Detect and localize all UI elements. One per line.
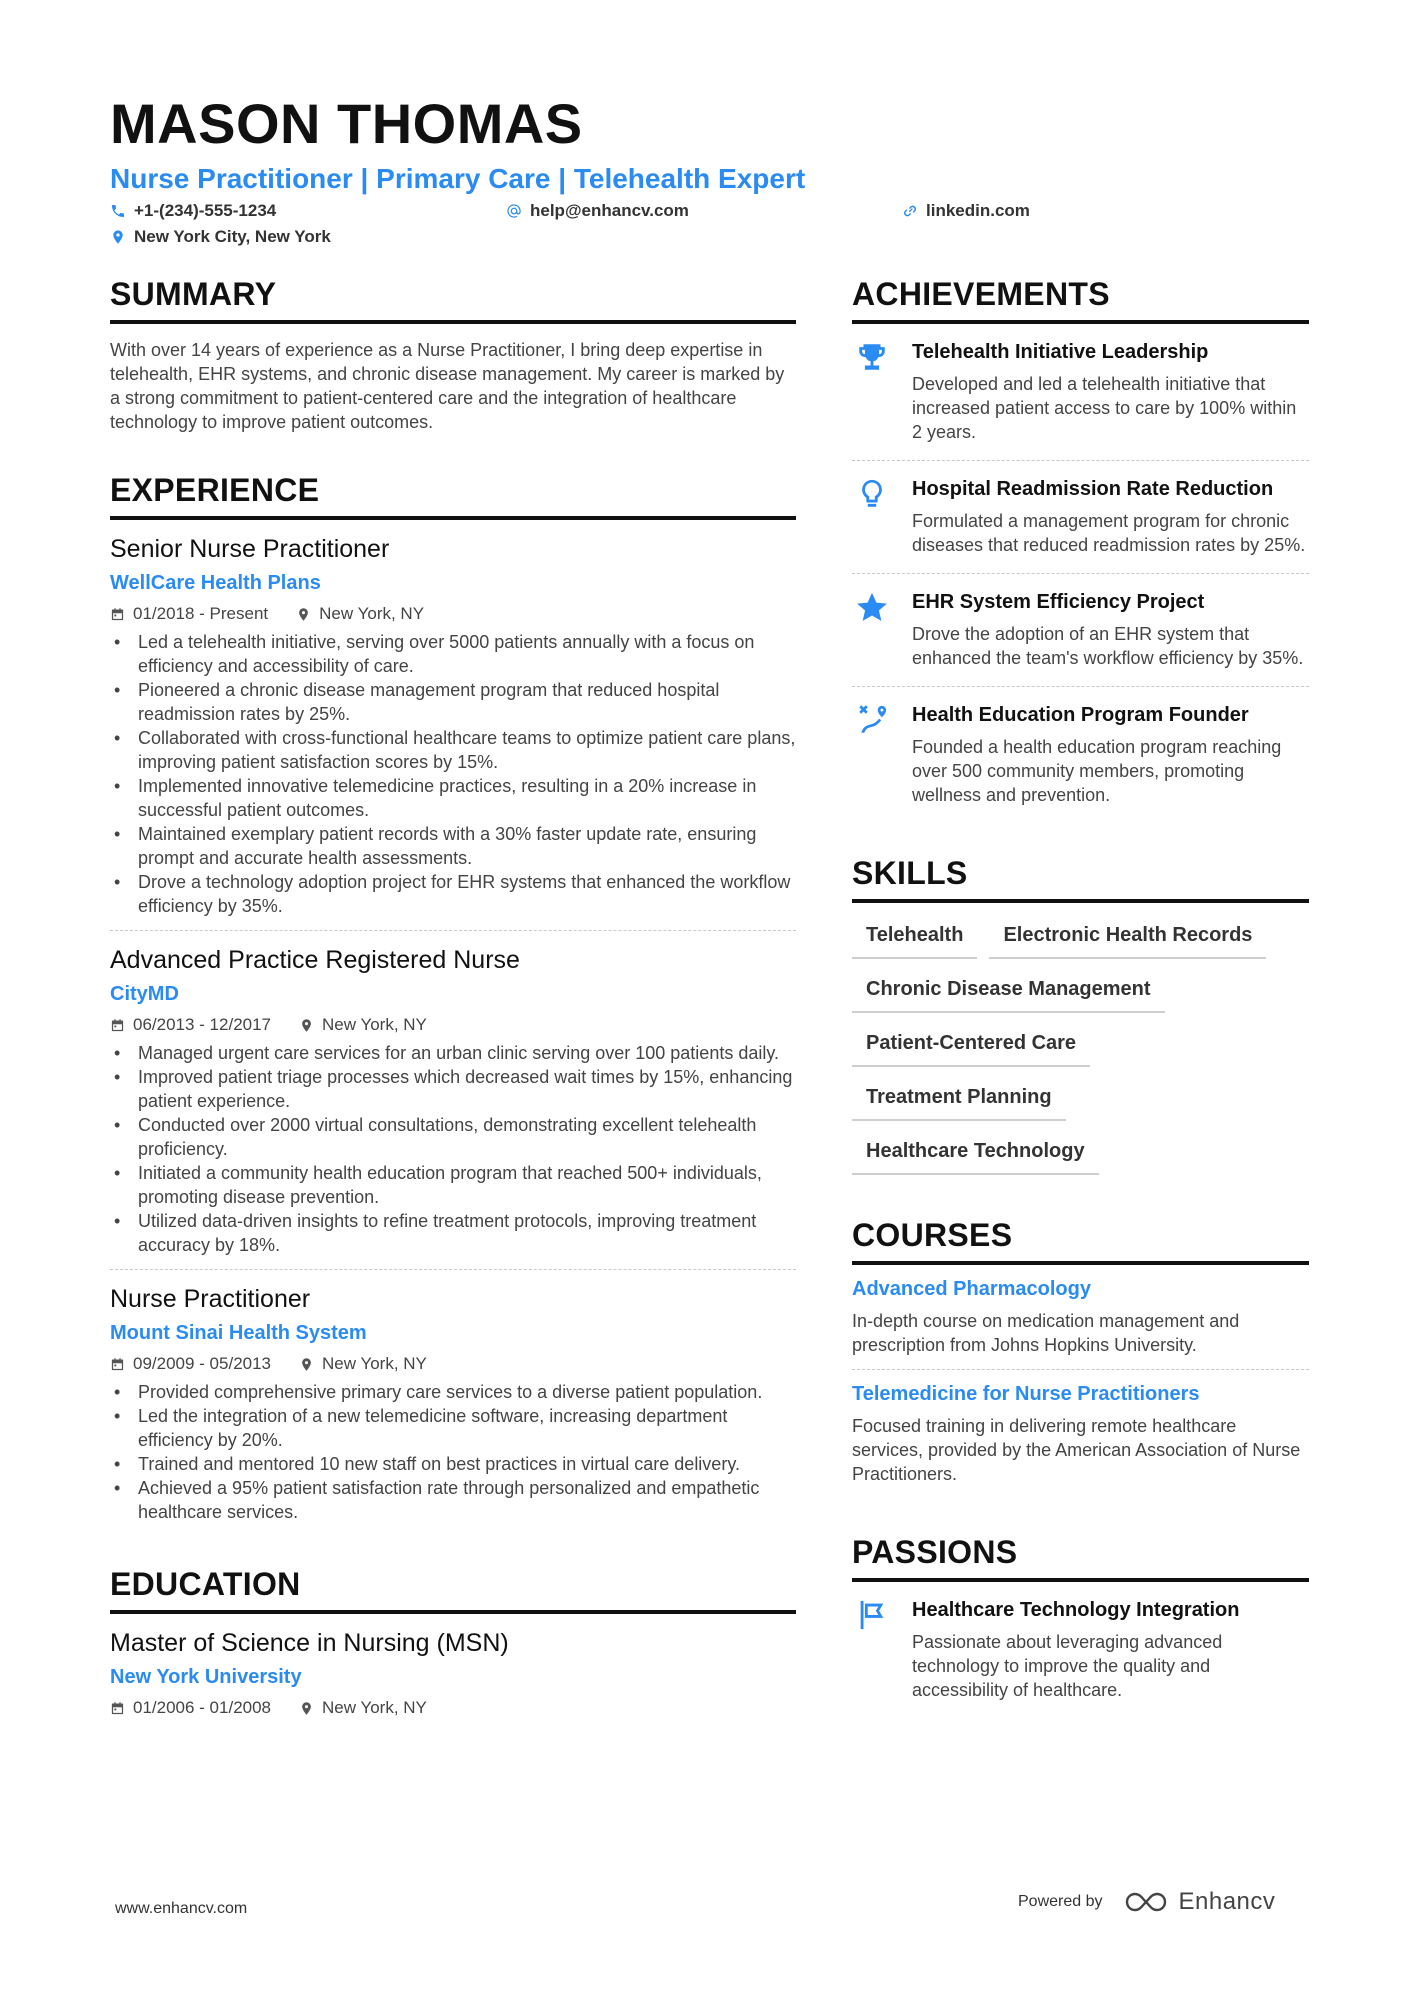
calendar-icon xyxy=(110,1357,125,1372)
skills-heading: SKILLS xyxy=(852,857,1309,903)
passion-desc: Passionate about leveraging advanced technology to improve the quality and accessibility of healthcare. xyxy=(912,1632,1223,1700)
job-entry xyxy=(110,930,796,1269)
achievement-desc: Developed and led a telehealth initiative that increased patient access to care by 100% within 2 years. xyxy=(912,374,1297,442)
footer-branding xyxy=(1018,1888,1275,1916)
education-section xyxy=(110,1568,796,1730)
bullet-item: • Implemented innovative telemedicine practices, resulting in a 20% increase in successful patient outcomes. xyxy=(110,774,796,822)
bullet-item: • Provided comprehensive primary care services to a diverse patient population. xyxy=(110,1380,796,1404)
achievement-item xyxy=(852,324,1309,461)
location-pin-icon xyxy=(110,229,126,245)
contact-email[interactable] xyxy=(506,202,689,219)
job-dates xyxy=(110,604,268,624)
brand-logo[interactable] xyxy=(1123,1888,1276,1916)
experience-heading: EXPERIENCE xyxy=(110,474,796,520)
location-pin-icon xyxy=(296,607,311,622)
school-name: New York University xyxy=(110,1666,302,1688)
achievement-body xyxy=(912,703,1309,807)
location-text: New York City, New York xyxy=(134,227,331,246)
powered-by-label: Powered by xyxy=(1018,1893,1103,1910)
bullet-item: • Managed urgent care services for an urban clinic serving over 100 patients daily. xyxy=(110,1041,796,1065)
skill-tag: Patient-Centered Care xyxy=(852,1025,1090,1067)
job-bullets xyxy=(110,1041,796,1257)
achievement-desc: Drove the adoption of an EHR system that enhanced the team's workflow efficiency by 35%. xyxy=(912,624,1304,668)
link-icon xyxy=(902,203,918,219)
left-column xyxy=(110,278,796,1730)
achievement-title: Health Education Program Founder xyxy=(912,704,1249,726)
job-dates-text: 06/2013 - 12/2017 xyxy=(133,1015,272,1034)
job-dates-text: 01/2018 - Present xyxy=(133,604,269,623)
summary-text: With over 14 years of experience as a Nurse Practitioner, I bring deep expertise in telehealth, EHR systems, and chronic disease management. My career is marked by a strong commitment to patient-centered care and the integration of healthcare technology to improve patient outcomes. xyxy=(110,340,785,432)
passions-heading: PASSIONS xyxy=(852,1536,1309,1582)
skill-tag: Telehealth xyxy=(852,917,977,959)
calendar-icon xyxy=(110,607,125,622)
job-entry xyxy=(110,1269,796,1536)
job-location xyxy=(299,1354,427,1374)
summary-heading: SUMMARY xyxy=(110,278,796,324)
footer-website[interactable]: www.enhancv.com xyxy=(115,1900,248,1917)
job-dates xyxy=(110,1354,271,1374)
contact-linkedin[interactable] xyxy=(902,202,1030,219)
bullet-item: • Drove a technology adoption project for EHR systems that enhanced the workflow efficiency by 35%. xyxy=(110,870,796,918)
skill-tag: Electronic Health Records xyxy=(989,917,1266,959)
passion-item xyxy=(852,1582,1309,1718)
education-entry xyxy=(110,1628,796,1730)
education-location-text: New York, NY xyxy=(322,1698,427,1717)
course-desc: In-depth course on medication management and prescription from Johns Hopkins University. xyxy=(852,1311,1240,1355)
achievement-item xyxy=(852,574,1309,687)
experience-section xyxy=(110,474,796,1536)
job-location xyxy=(296,604,424,624)
job-location xyxy=(299,1015,427,1035)
calendar-icon xyxy=(110,1018,125,1033)
bullet-item: • Collaborated with cross-functional healthcare teams to optimize patient care plans, improving patient satisfaction scores by 15%. xyxy=(110,726,796,774)
phone-text: +1-(234)-555-1234 xyxy=(134,201,277,220)
achievement-item xyxy=(852,687,1309,823)
route-icon xyxy=(852,703,892,807)
bullet-item: • Pioneered a chronic disease management program that reduced hospital readmission rates by 25%. xyxy=(110,678,796,726)
job-title: Senior Nurse Practitioner xyxy=(110,535,390,563)
bullet-item: • Achieved a 95% patient satisfaction rate through personalized and empathetic healthcare services. xyxy=(110,1476,796,1524)
bullet-item: • Led a telehealth initiative, serving over 5000 patients annually with a focus on efficiency and accessibility of care. xyxy=(110,630,796,678)
education-heading: EDUCATION xyxy=(110,1568,796,1614)
course-item xyxy=(852,1370,1309,1498)
job-bullets xyxy=(110,1380,796,1524)
job-meta xyxy=(110,1354,796,1374)
education-meta xyxy=(110,1698,796,1718)
achievement-item xyxy=(852,461,1309,574)
achievements-section xyxy=(852,278,1309,823)
job-entry xyxy=(110,534,796,930)
skills-list xyxy=(852,917,1309,1175)
location-pin-icon xyxy=(299,1701,314,1716)
company-name: CityMD xyxy=(110,983,179,1005)
achievement-title: Hospital Readmission Rate Reduction xyxy=(912,478,1274,500)
at-icon xyxy=(506,203,522,219)
course-title: Advanced Pharmacology xyxy=(852,1278,1091,1300)
education-dates-text: 01/2006 - 01/2008 xyxy=(133,1698,272,1717)
bullet-item: • Utilized data-driven insights to refine treatment protocols, improving treatment accuracy by 18%. xyxy=(110,1209,796,1257)
achievement-title: Telehealth Initiative Leadership xyxy=(912,341,1209,363)
headline: Nurse Practitioner | Primary Care | Telehealth Expert xyxy=(110,163,806,194)
achievements-heading: ACHIEVEMENTS xyxy=(852,278,1309,324)
education-dates xyxy=(110,1698,271,1718)
skill-tag: Chronic Disease Management xyxy=(852,971,1165,1013)
location-pin-icon xyxy=(299,1357,314,1372)
course-title: Telemedicine for Nurse Practitioners xyxy=(852,1383,1200,1405)
job-location-text: New York, NY xyxy=(322,1354,427,1373)
bullet-item: • Led the integration of a new telemedicine software, increasing department efficiency by 20%. xyxy=(110,1404,796,1452)
flag-icon xyxy=(852,1598,892,1702)
calendar-icon xyxy=(110,1701,125,1716)
enhancv-logo-icon xyxy=(1123,1889,1169,1915)
bullet-item: • Improved patient triage processes which decreased wait times by 15%, enhancing patient experience. xyxy=(110,1065,796,1113)
job-meta xyxy=(110,604,796,624)
job-dates xyxy=(110,1015,271,1035)
achievement-body xyxy=(912,590,1309,670)
right-column xyxy=(852,278,1309,1718)
bullet-item: • Trained and mentored 10 new staff on best practices in virtual care delivery. xyxy=(110,1452,796,1476)
job-bullets xyxy=(110,630,796,918)
course-item xyxy=(852,1265,1309,1370)
skill-tag: Treatment Planning xyxy=(852,1079,1066,1121)
achievement-desc: Founded a health education program reaching over 500 community members, promoting wellness and prevention. xyxy=(912,737,1282,805)
company-name: WellCare Health Plans xyxy=(110,572,321,594)
job-meta xyxy=(110,1015,796,1035)
degree-title: Master of Science in Nursing (MSN) xyxy=(110,1629,509,1657)
job-title: Advanced Practice Registered Nurse xyxy=(110,946,520,974)
passions-section xyxy=(852,1536,1309,1718)
skill-tag: Healthcare Technology xyxy=(852,1133,1099,1175)
achievement-body xyxy=(912,477,1309,557)
location-pin-icon xyxy=(299,1018,314,1033)
bullet-item: • Conducted over 2000 virtual consultations, demonstrating excellent telehealth proficiency. xyxy=(110,1113,796,1161)
achievement-desc: Formulated a management program for chronic diseases that reduced readmission rates by 25%. xyxy=(912,511,1306,555)
passion-body xyxy=(912,1598,1309,1702)
job-title: Nurse Practitioner xyxy=(110,1285,311,1313)
passion-title: Healthcare Technology Integration xyxy=(912,1599,1240,1621)
contact-phone xyxy=(110,202,276,219)
job-location-text: New York, NY xyxy=(319,604,425,623)
contact-location xyxy=(110,228,331,245)
brand-name: Enhancv xyxy=(1178,1888,1276,1915)
company-name: Mount Sinai Health System xyxy=(110,1322,367,1344)
summary-section xyxy=(110,278,796,434)
skills-section xyxy=(852,857,1309,1175)
job-dates-text: 09/2009 - 05/2013 xyxy=(133,1354,272,1373)
linkedin-text: linkedin.com xyxy=(926,201,1030,220)
email-text: help@enhancv.com xyxy=(530,201,689,220)
course-desc: Focused training in delivering remote healthcare services, provided by the American Association of Nurse Practitioners. xyxy=(852,1416,1301,1484)
candidate-name: MASON THOMAS xyxy=(110,92,583,155)
phone-icon xyxy=(110,203,126,219)
courses-heading: COURSES xyxy=(852,1219,1309,1265)
bullet-item: • Initiated a community health education program that reached 500+ individuals, promoting disease prevention. xyxy=(110,1161,796,1209)
bullet-item: • Maintained exemplary patient records with a 30% faster update rate, ensuring prompt and accurate health assessments. xyxy=(110,822,796,870)
education-location xyxy=(299,1698,427,1718)
courses-section xyxy=(852,1219,1309,1498)
achievement-body xyxy=(912,340,1309,444)
star-icon xyxy=(852,590,892,670)
achievement-title: EHR System Efficiency Project xyxy=(912,591,1205,613)
trophy-icon xyxy=(852,340,892,444)
job-location-text: New York, NY xyxy=(322,1015,427,1034)
lightbulb-icon xyxy=(852,477,892,557)
